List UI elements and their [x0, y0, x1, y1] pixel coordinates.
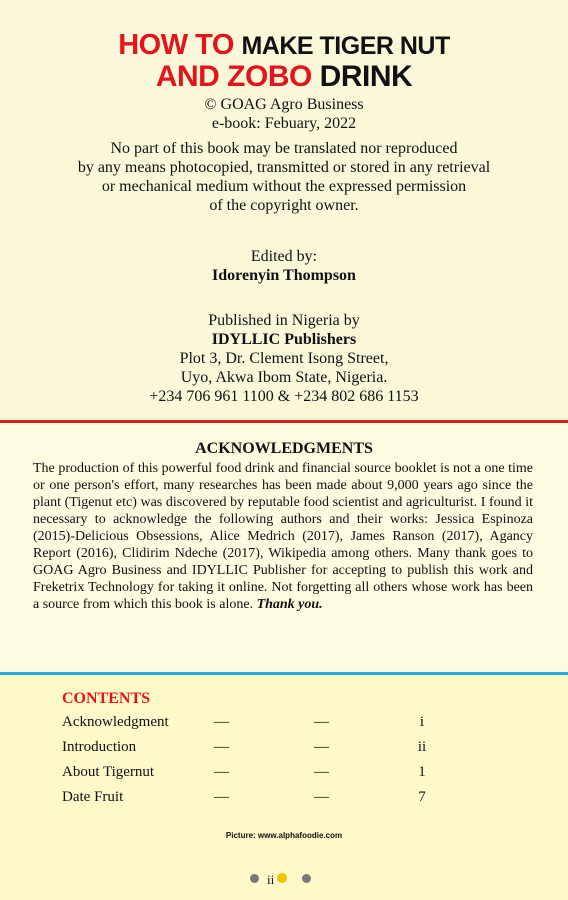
picture-credit: Picture: www.alphafoodie.com	[225, 831, 343, 840]
edited-by-label: Edited by:	[250, 248, 318, 265]
page-dot-1[interactable]	[250, 874, 259, 883]
rights-line-4: of the copyright owner.	[209, 197, 359, 214]
current-page-label: ii	[267, 872, 275, 887]
rights-line-1: No part of this book may be translated nor reproduced	[110, 140, 458, 157]
contents-panel	[0, 675, 568, 900]
publisher-address-1: Plot 3, Dr. Clement Isong Street,	[179, 350, 389, 367]
acknowledgments-thanks: Thank you.	[256, 597, 323, 612]
toc-dash: —	[214, 739, 229, 755]
published-in-label: Published in Nigeria by	[208, 312, 360, 329]
acknowledgments-body	[33, 460, 533, 613]
copyright-line: © GOAG Agro Business	[204, 96, 364, 113]
toc-label: Date Fruit	[62, 789, 124, 805]
toc-dash: —	[314, 739, 329, 755]
title-and-zobo: AND ZOBO	[155, 60, 312, 93]
rights-notice	[0, 139, 568, 215]
toc-page-number: 7	[418, 789, 426, 805]
toc-row-about-tigernut[interactable]	[62, 764, 462, 784]
acknowledgments-heading: ACKNOWLEDGMENTS	[195, 440, 373, 457]
book-title-line-1	[0, 28, 568, 63]
divider-red	[0, 420, 568, 423]
toc-dash: —	[214, 789, 229, 805]
editor-name: Idorenyin Thompson	[212, 267, 356, 284]
ebook-date: e-book: Febuary, 2022	[211, 115, 357, 132]
book-title-line-2	[0, 60, 568, 94]
toc-dash: —	[214, 714, 229, 730]
toc-page-number: i	[419, 714, 425, 730]
toc-page-number: ii	[417, 739, 427, 755]
publisher-name: IDYLLIC Publishers	[211, 331, 357, 348]
toc-dash: —	[314, 714, 329, 730]
toc-dash: —	[214, 764, 229, 780]
rights-line-2: by any means photocopied, transmitted or stored in any retrieval	[77, 159, 491, 176]
toc-label: Introduction	[62, 739, 137, 755]
title-make-tiger-nut: MAKE TIGER NUT	[241, 32, 450, 60]
publisher-phones: +234 706 961 1100 & +234 802 686 1153	[149, 388, 419, 405]
toc-row-acknowledgment[interactable]	[62, 714, 462, 734]
copyright-block	[0, 95, 568, 133]
toc-page-number: 1	[418, 764, 426, 780]
editor-block	[0, 247, 568, 285]
toc-dash: —	[314, 789, 329, 805]
toc-dash: —	[314, 764, 329, 780]
page-indicator	[0, 868, 568, 888]
contents-heading: CONTENTS	[62, 690, 151, 707]
toc-row-introduction[interactable]	[62, 739, 462, 759]
title-drink: DRINK	[319, 60, 413, 93]
toc-label: About Tigernut	[62, 764, 155, 780]
page-dot-3[interactable]	[302, 874, 311, 883]
publisher-block	[0, 311, 568, 406]
toc-row-date-fruit[interactable]	[62, 789, 462, 809]
rights-line-3: or mechanical medium without the expressed permission	[101, 178, 467, 195]
toc-label: Acknowledgment	[62, 714, 169, 730]
acknowledgments-text: The production of this powerful food drink and financial source booklet is not a one time or one person's effort, many researches has been made about 9,000 years ago since the plant (Tigenut etc) was discovered by reputable food scientist and agriculturist. I found it necessary to acknowledge the following authors and their works: Jessica Espinoza (2015)-Delicious Obsessions, Alice Medrich (2017), James Ranson (2017), Agancy Report (2016), Clidirim Ndeche (2017), Wikipedia among others. Many thank goes to GOAG Agro Business and IDYLLIC Publisher for accepting to publish this work and Freketrix Technology for taking it online. Not forgetting all others whose work has been a source from which this book is alone.	[33, 461, 533, 612]
page-dot-2-active[interactable]	[277, 873, 287, 883]
title-how-to: HOW TO	[118, 29, 234, 61]
publisher-address-2: Uyo, Akwa Ibom State, Nigeria.	[180, 369, 388, 386]
